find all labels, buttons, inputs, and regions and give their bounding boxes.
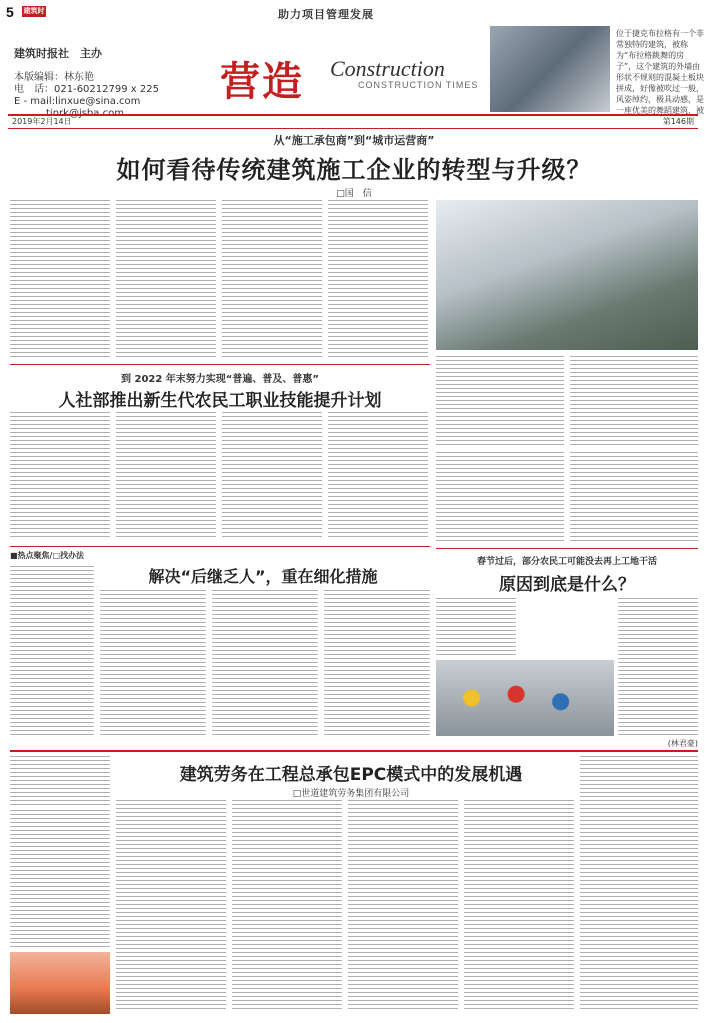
article5-col-5 bbox=[464, 800, 574, 1012]
issue-number: 第146期 bbox=[662, 117, 694, 126]
article1-col-8 bbox=[570, 452, 698, 542]
article2-title: 人社部推出新生代农民工职业技能提升计划 bbox=[58, 391, 382, 411]
publisher: 建筑时报社 主办 bbox=[14, 47, 102, 60]
side-quote: 位于捷克布拉格有一个非常独特的建筑，被称为“布拉格跳舞的房子”，这个建筑的外墙由形状不规则的混凝土板块拼成，好像被吹过一般，风姿绰约，极具动感，是一座优美的舞蹈建筑，被 bbox=[616, 29, 704, 114]
article1-col-7 bbox=[436, 452, 564, 542]
article1-kicker: 从“施工承包商”到“城市运营商” bbox=[273, 134, 435, 147]
article5-byline: □世道建筑劳务集团有限公司 bbox=[292, 789, 410, 799]
article5-col-3 bbox=[232, 800, 342, 1012]
brand-logo-en: Construction bbox=[330, 56, 445, 81]
article5-col-6 bbox=[580, 756, 698, 1012]
brand-logo-cn: 营造 bbox=[220, 59, 304, 105]
dateline bbox=[8, 114, 698, 129]
article5-lead bbox=[10, 756, 110, 806]
article3-col-2 bbox=[212, 590, 318, 736]
article1-col-6 bbox=[570, 356, 698, 446]
article3-kicker: ■热点聚焦/□找办法 bbox=[10, 551, 85, 560]
top-bar bbox=[0, 0, 708, 26]
article1-col-2 bbox=[116, 200, 216, 358]
phone: 电 话：021-60212799 x 225 bbox=[14, 84, 159, 95]
article3-intro bbox=[10, 566, 94, 736]
dancing-house-photo bbox=[490, 26, 610, 112]
article4-col-2 bbox=[618, 598, 698, 736]
article5-rule bbox=[10, 750, 698, 752]
article5-col-1 bbox=[10, 810, 110, 950]
article1-col-1 bbox=[10, 200, 110, 358]
article2-col-2 bbox=[116, 412, 216, 540]
issue-date: 2019年2月14日 bbox=[12, 117, 72, 126]
section-title: 助力项目管理发展 bbox=[278, 8, 374, 21]
article1-photo bbox=[436, 200, 698, 350]
article3-title: 解决“后继乏人”，重在细化措施 bbox=[148, 567, 378, 586]
article4-title: 原因到底是什么？ bbox=[499, 575, 635, 595]
site: tinrk@jsba.com bbox=[46, 108, 124, 119]
workers-silhouette-photo bbox=[10, 952, 110, 1014]
article2-rule bbox=[10, 364, 430, 365]
article2-col-1 bbox=[10, 412, 110, 540]
article2-kicker: 到 2022 年末努力实现“普遍、普及、普惠” bbox=[121, 374, 319, 385]
article2-col-3 bbox=[222, 412, 322, 540]
article5-col-4 bbox=[348, 800, 458, 1012]
article4-rule bbox=[436, 548, 698, 549]
duty-editor: 本版编辑：林东艳 bbox=[14, 72, 94, 83]
article4-kicker: 春节过后，部分农民工可能没去再上工地干活 bbox=[476, 557, 657, 567]
article2-col-4 bbox=[328, 412, 428, 540]
article4-byline: (林君豪) bbox=[667, 739, 698, 748]
article5-col-2 bbox=[116, 800, 226, 1012]
article5-title: 建筑劳务在工程总承包EPC模式中的发展机遇 bbox=[179, 765, 523, 785]
article4-col-1 bbox=[436, 598, 516, 658]
article3-col-1 bbox=[100, 590, 206, 736]
article3-rule bbox=[10, 546, 430, 547]
article3-col-3 bbox=[324, 590, 430, 736]
article1-col-3 bbox=[222, 200, 322, 358]
brand-logo-en-sub: CONSTRUCTION TIMES bbox=[358, 80, 479, 90]
helmets-photo bbox=[436, 660, 614, 736]
paper-logo: 建筑时报 bbox=[23, 8, 45, 26]
article1-title: 如何看待传统建筑施工企业的转型与升级？ bbox=[116, 156, 592, 184]
article1-col-5 bbox=[436, 356, 564, 446]
article1-byline: □国 信 bbox=[336, 189, 372, 199]
page-number: 5 bbox=[6, 4, 14, 20]
article1-col-4 bbox=[328, 200, 428, 358]
email: E - mail:linxue@sina.com bbox=[14, 96, 141, 107]
